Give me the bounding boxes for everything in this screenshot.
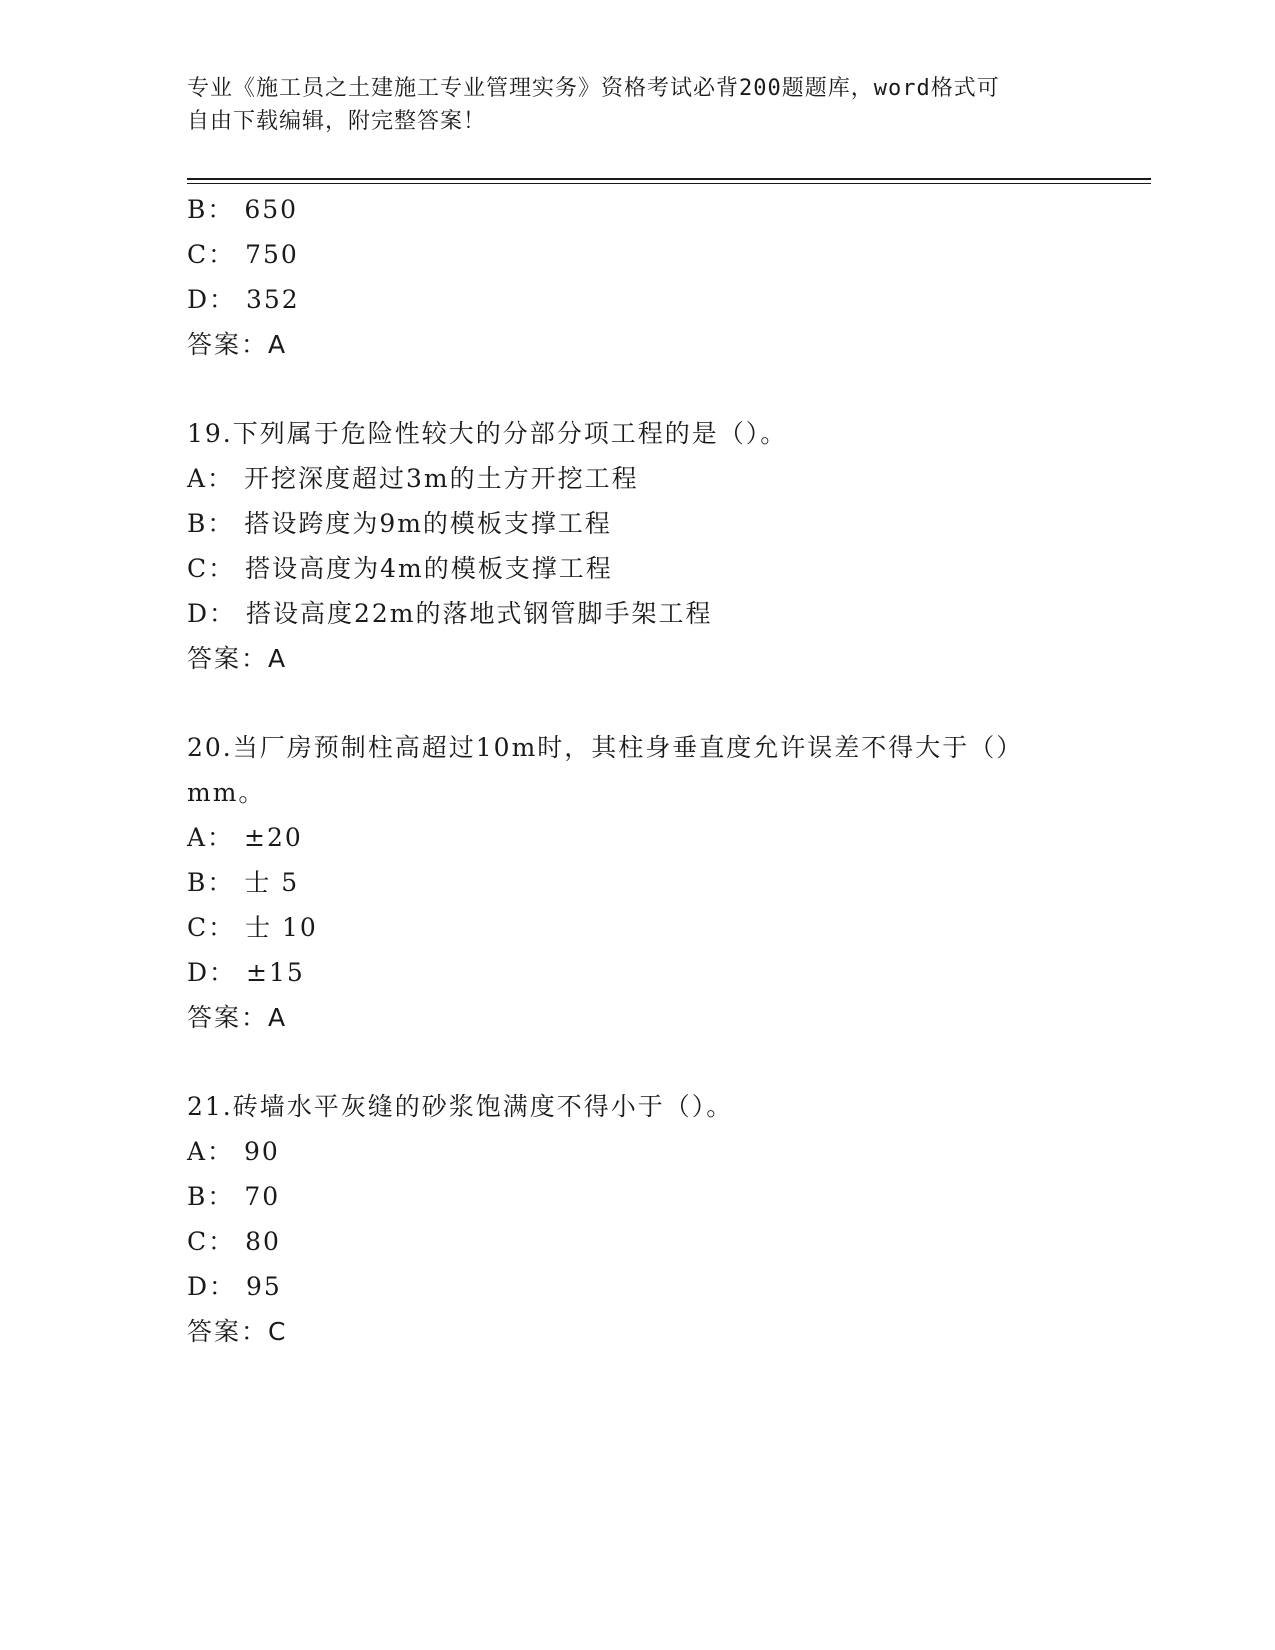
q20-question: 20.当厂房预制柱高超过10m时，其柱身垂直度允许误差不得大于（） — [187, 733, 1024, 762]
q18-option-c: C： 750 — [187, 240, 299, 269]
q19-answer: 答案：A — [187, 644, 288, 673]
document-header — [187, 72, 1067, 138]
header-divider-thin — [187, 183, 1151, 184]
header-divider-thick — [187, 178, 1151, 180]
q19-option-a: A： 开挖深度超过3m的土方开挖工程 — [187, 464, 639, 493]
q21-option-c: C： 80 — [187, 1227, 281, 1256]
q19-option-d: D： 搭设高度22m的落地式钢管脚手架工程 — [187, 599, 713, 628]
q19-option-c: C： 搭设高度为4m的模板支撑工程 — [187, 554, 613, 583]
q20-option-a: A： ±20 — [187, 823, 303, 852]
q21-option-a: A： 90 — [187, 1137, 280, 1166]
q20-answer: 答案：A — [187, 1003, 288, 1032]
q20-option-b: B： 士 5 — [187, 868, 300, 897]
q19-option-b: B： 搭设跨度为9m的模板支撑工程 — [187, 509, 612, 538]
header-title-line-1: 专业《施工员之土建施工专业管理实务》资格考试必背200题题库，word格式可 — [187, 76, 1000, 101]
q21-question: 21.砖墙水平灰缝的砂浆饱满度不得小于（）。 — [187, 1092, 734, 1121]
q21-option-d: D： 95 — [187, 1272, 282, 1301]
q18-option-d: D： 352 — [187, 285, 300, 314]
q18-option-b: B： 650 — [187, 195, 299, 224]
header-title-line-2: 自由下载编辑，附完整答案！ — [187, 109, 487, 134]
q20-option-c: C： 士 10 — [187, 913, 318, 942]
q21-option-b: B： 70 — [187, 1182, 281, 1211]
q18-answer: 答案：A — [187, 330, 288, 359]
q21-answer: 答案：C — [187, 1317, 288, 1346]
q20-question-continued: mm。 — [187, 778, 266, 807]
q20-option-d: D： ±15 — [187, 958, 305, 987]
q19-question: 19.下列属于危险性较大的分部分项工程的是（）。 — [187, 419, 788, 448]
